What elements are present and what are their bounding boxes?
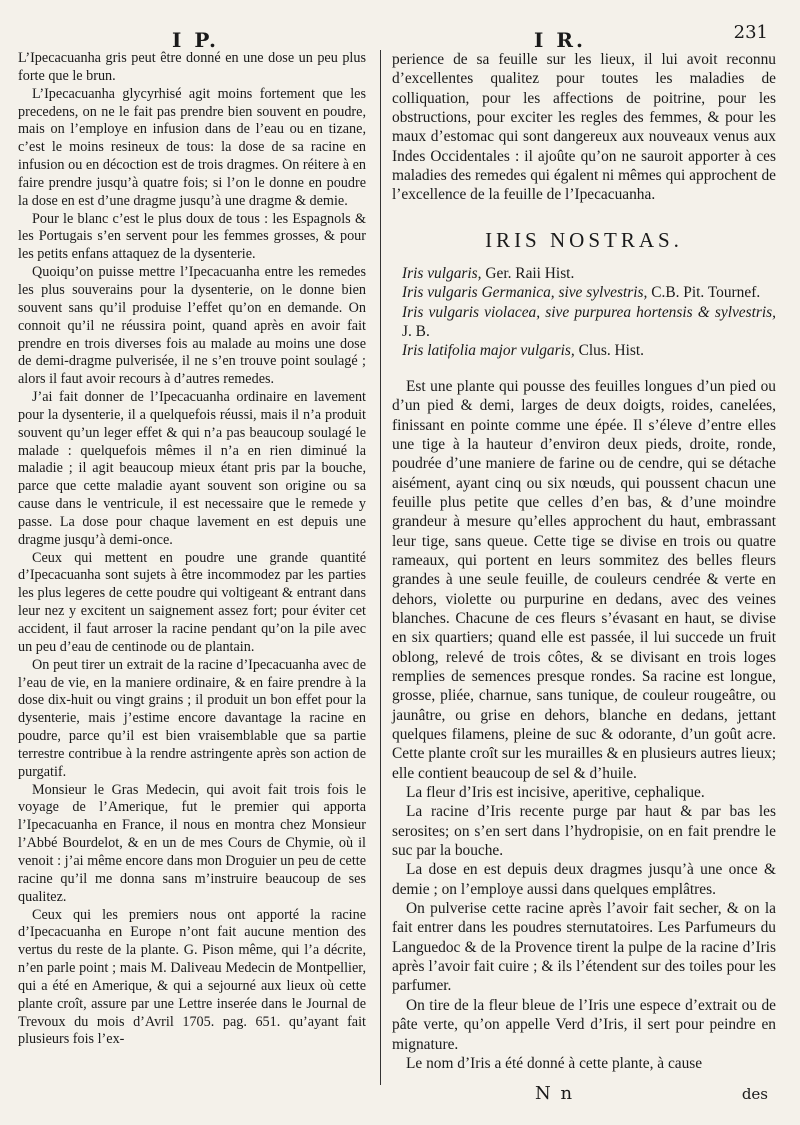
synonym-entry — [402, 303, 776, 342]
paragraph: On peut tirer un extrait de la racine d’Ipecacuanha avec de l’eau de vie, en la maniere ordinaire, & en faire prendre à la dose dix-huit ou vingt grains ; il produit un bon effet pour la dysenterie, mais j’estime encore davantage la racine en poudre, parce qu’il est bien vraisemblable que sa partie terrestre contribue à la rendre astringente après son action de purgatif. — [18, 656, 366, 780]
paragraph: J’ai fait donner de l’Ipecacuanha ordinaire en lavement pour la dysenterie, il a quelquefois réussi, mais il n’a produit souvent qu’un leger effet & qui n’a pas beaucoup soulagé le malade : quelquefois mêmes il n’a en rien diminué la maladie ; il agit beaucoup mieux étant pris par la bouche, parce que cette maladie ayant souvent son origine ou sa cause dans le ventricule, il est necessaire que le remede y passe. La dose pour chaque lavement en est depuis une dragme jusqu’à demi-once. — [18, 389, 366, 548]
paragraph: Le nom d’Iris a été donné à cette plante, à cause — [406, 1054, 703, 1072]
synonym-name: Iris vulgaris, — [402, 265, 482, 283]
paragraph: Ceux qui mettent en poudre une grande quantité d’Ipecacuanha sont sujets à être incommodez par les parties les plus legeres de cette poudre qui voltigeant & entrant dans leur nez y excitent un saignement assez fort; pour éviter cet accident, il faut arroser la racine pendant qu’on la pile avec un peu d’eau de centinode ou de plantain. — [18, 549, 366, 655]
synonym-entry — [402, 264, 776, 283]
signature-mark: N n — [535, 1083, 575, 1104]
paragraph: La dose en est depuis deux dragmes jusqu’à une once & demie ; on l’employe aussi dans quelques emplâtres. — [392, 861, 776, 898]
running-head-right: I R. — [534, 28, 586, 52]
paragraph: L’Ipecacuanha gris peut être donné en une dose un peu plus forte que le brun. — [18, 50, 366, 84]
paragraph: Ceux qui les premiers nous ont apporté la racine d’Ipecacuanha en Europe n’ont fait aucune mention des vertus du reste de la plante. G. Pison même, qui l’a décrite, n’en parle point ; mais M. Daliveau Medecin de Montpellier, qui a été en Amerique, & qui a sejourné aux lieux où cette plante croît, assure par une Lettre inserée dans le Journal de Trevoux du mois d’Avril 1705. pag. 651. qu’ayant fait plusieurs fois l’ex- — [18, 906, 366, 1048]
synonym-name: Iris vulgaris violacea, sive purpurea hortensis & sylvestris, — [402, 303, 776, 321]
synonym-author: J. B. — [402, 323, 430, 341]
synonym-name: Iris vulgaris Germanica, sive sylvestris, — [402, 284, 648, 302]
right-column — [392, 50, 776, 1073]
paragraph-continuation: perience de sa feuille sur les lieux, il lui avoit reconnu d’excellentes qualitez pour toutes les maladies de colliquation, pour les affections de poitrine, pour les obstructions, pour exciter les regles des femmes, & pour les maux d’estomac qui sont dangereux aux nouveaux venus aux Indes Occidentales : il ajoûte qu’on ne sauroit apporter à ces maladies des remedes qui égalent ni mêmes qui approchent de l’excellence de la feuille de l’Ipecacuanha. — [392, 51, 776, 204]
paragraph: On pulverise cette racine après l’avoir fait secher, & on la fait entrer dans les poudres sternutatoires. Les Parfumeurs du Languedoc & de la Provence tirent la pulpe de la racine d’Iris après l’avoir fait cuire ; & ils l’étendent sur des toiles pour les parfumer. — [392, 900, 776, 995]
synonym-author: Clus. Hist. — [578, 342, 645, 360]
paragraph: La racine d’Iris recente purge par haut & par bas les serosites; on s’en sert dans l’hydropisie, on en fait prendre le suc par la bouche. — [392, 803, 776, 860]
paragraph: Est une plante qui pousse des feuilles longues d’un pied ou d’un pied & demi, larges de deux doigts, roides, canelées, finissant en pointe comme une épée. Il s’éleve d’entre elles une tige à la hauteur d’environ deux pieds, droite, ronde, poudrée d’une maniere de farine ou de cendre, qui se détache aisément, ayant cinq ou six nœuds, qui poussent chacun une feuille plus petite que celles d’en bas, & d’une moindre grandeur à mesure qu’elles approchent du haut, embrassant leur tige, sans queue. Cette tige se divise en trois ou quatre rameaux, qui portent en leurs sommitez des belles fleurs grandes à une seule feuille, de couleurs cendrée & verte en dehors, violette ou purpurine en dedans, avec des veines blanches. Chacune de ces fleurs s’évasant en haut, se divise en six quartiers; quand elle est passée, il lui succede un fruit oblong, relevé de trois côtes, & se divisant en trois loges remplies de semences presque rondes. Sa racine est longue, grosse, pliée, charnue, sans tunique, de couleur rougeâtre, ou jaunâtre, ou grise en dehors, blanche en dedans, jettant quelques filamens, pleine de suc & odorante, d’un goût acre. Cette plante croît sur les murailles & en plusieurs autres lieux; elle contient beaucoup de sel & d’huile. — [392, 377, 776, 782]
paragraph: L’Ipecacuanha glycyrhisé agit moins fortement que les precedens, on ne le fait pas prendre bien souvent en poudre, mais on l’employe en infusion dans de l’eau ou en tizane, c’est le moins resineux de tous: la dose de sa racine en infusion ou en décoction est de trois dragmes. On réitere à en faire prendre jusqu’à quatre fois; si l’on le donne en poudre la dose en est d’une dragme jusqu’à une dragme & demie. — [18, 85, 366, 209]
left-column — [18, 50, 366, 1049]
synonym-entry — [402, 341, 776, 360]
catchword: des — [741, 1085, 768, 1103]
paragraph: Pour le blanc c’est le plus doux de tous : les Espagnols & les Portugais s’en servent pour les femmes grosses, & pour les petits enfans attaquez de la dysenterie. — [18, 210, 366, 263]
synonym-name: Iris latifolia major vulgaris, — [402, 342, 575, 360]
synonym-author: C.B. Pit. Tournef. — [651, 284, 761, 302]
page-number: 231 — [733, 22, 768, 43]
running-head-left: I P. — [172, 28, 220, 52]
paragraph: Quoiqu’on puisse mettre l’Ipecacuanha entre les remedes les plus souverains pour la dysenterie, on le donne bien souvent sans qu’il produise l’effet qu’on en demande. On connoit qu’il ne réussira point, quand après en avoir fait prendre en trois diverses fois au malade au moins une dose de demi-dragme pulverisée, il ne s’en trouve point soulagé ; alors il faut avoir recours à d’autres remedes. — [18, 264, 366, 388]
synonym-entry — [402, 283, 776, 302]
paragraph: La fleur d’Iris est incisive, aperitive, cephalique. — [406, 784, 705, 802]
section-title: IRIS NOSTRAS. — [485, 227, 683, 252]
paragraph: Monsieur le Gras Medecin, qui avoit fait trois fois le voyage de l’Amerique, fut le premier qui apporta l’Ipecacuanha en France, il nous en montra chez Monsieur l’Abbé Bourdelot, & en un de mes Cours de Chymie, où il venoit : j’ai même encore dans mon Droguier un peu de cette racine qu’il me donna sans m’instruire beaucoup de ses qualitez. — [18, 781, 366, 905]
paragraph: On tire de la fleur bleue de l’Iris une espece d’extrait ou de pâte verte, qu’on appelle Verd d’Iris, il sert pour peindre en mignature. — [392, 996, 776, 1053]
column-divider — [380, 50, 381, 1085]
synonym-author: Ger. Raii Hist. — [485, 265, 575, 283]
